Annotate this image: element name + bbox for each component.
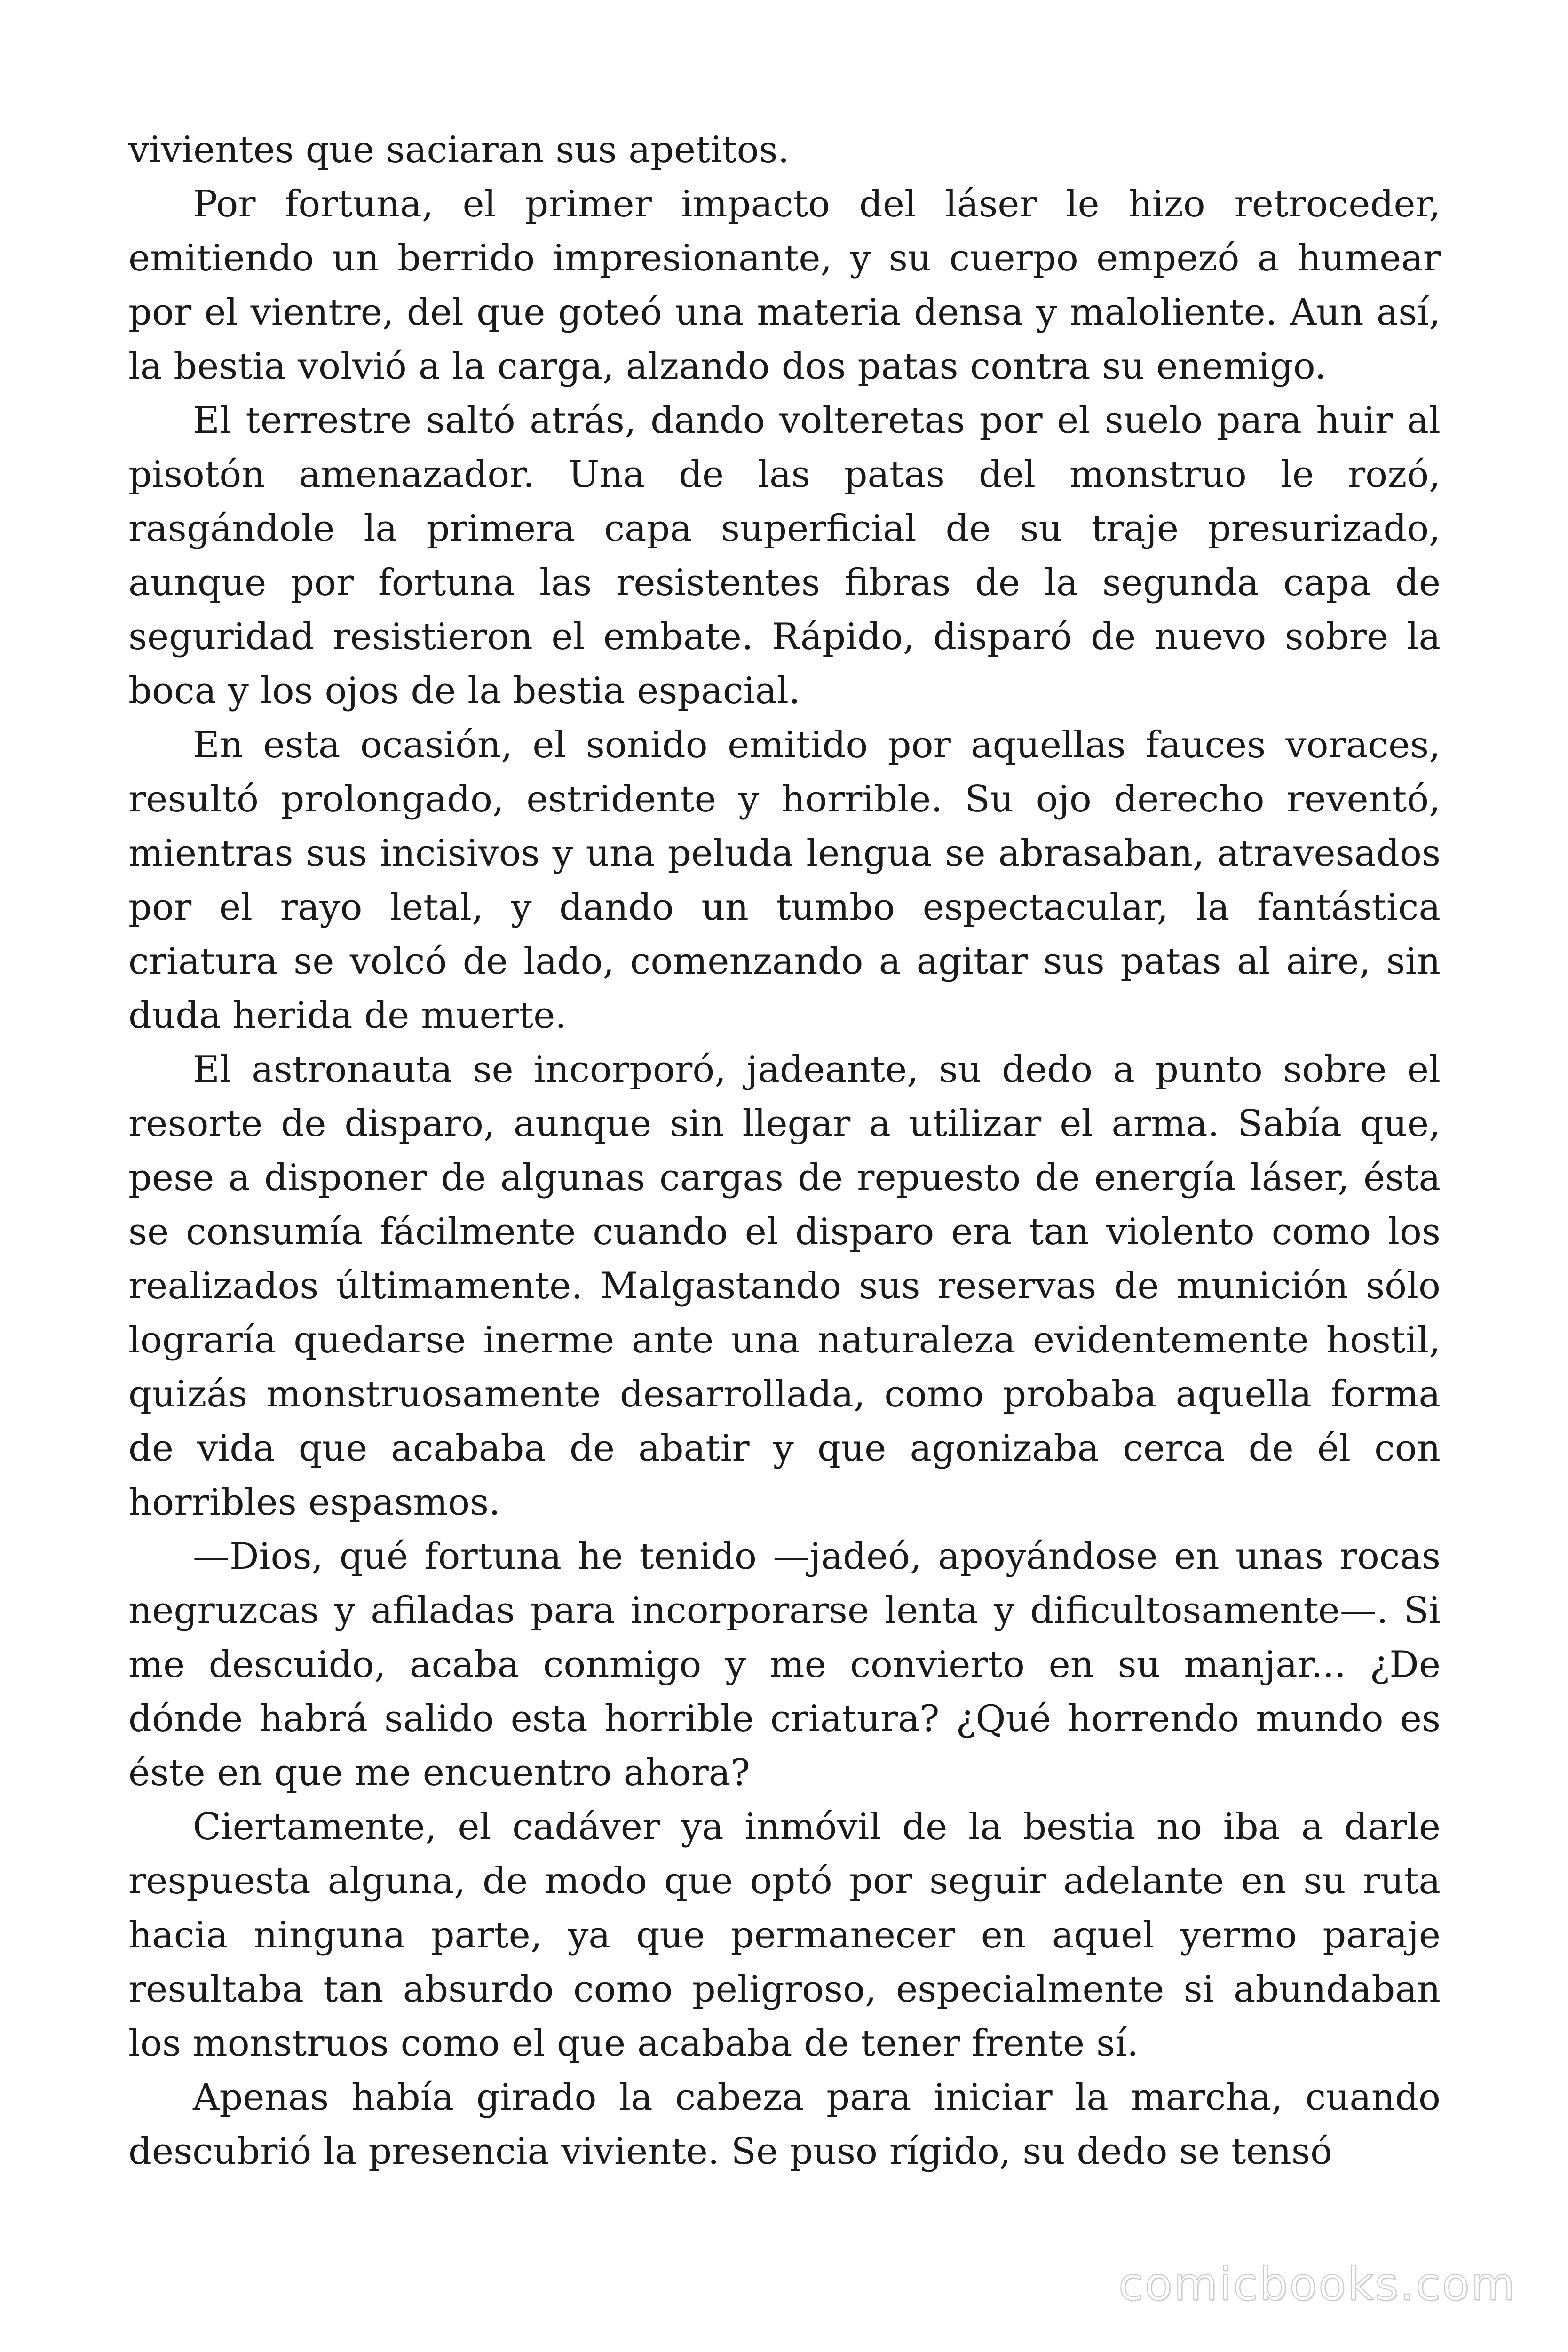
page-text — [128, 123, 1441, 2173]
paragraph-5: El astronauta se incorporó, jadeante, su dedo a punto sobre el resorte de disparo, aunque sin llegar a utilizar el arma. Sabía que, pese a disponer de algunas cargas de repuesto de energía láser, ésta se consumía fácilmente cuando el disparo era tan violento como los realizados últimamente. Malgastando sus reservas de munición sólo lograría quedarse inerme ante una naturaleza evidentemente hostil, quizás monstruosamente desarrollada, como probaba aquella forma de vida que acababa de abatir y que agonizaba cerca de él con horribles espasmos. — [128, 1049, 1441, 1524]
paragraph-7: Ciertamente, el cadáver ya inmóvil de la bestia no iba a darle respuesta alguna, de modo que optó por seguir adelante en su ruta hacia ninguna parte, ya que permanecer en aquel yermo paraje resultaba tan absurdo como peligroso, especialmente si abundaban los monstruos como el que acababa de tener frente sí. — [128, 1806, 1441, 2065]
paragraph-2: Por fortuna, el primer impacto del láser le hizo retroceder, emitiendo un berrido impresionante, y su cuerpo empezó a humear por el vientre, del que goteó una materia densa y maloliente. Aun así, la bestia volvió a la carga, alzando dos patas contra su enemigo. — [128, 183, 1441, 388]
paragraph-4: En esta ocasión, el sonido emitido por aquellas fauces voraces, resultó prolongado, estridente y horrible. Su ojo derecho reventó, mientras sus incisivos y una peluda lengua se abrasaban, atravesados por el rayo letal, y dando un tumbo espectacular, la fantástica criatura se volcó de lado, comenzando a agitar sus patas al aire, sin duda herida de muerte. — [128, 724, 1441, 1037]
paragraph-3: El terrestre saltó atrás, dando volteretas por el suelo para huir al pisotón amenazador. Una de las patas del monstruo le rozó, rasgándole la primera capa superficial de su traje presurizado, aunque por fortuna las resistentes fibras de la segunda capa de seguridad resistieron el embate. Rápido, disparó de nuevo sobre la boca y los ojos de la bestia espacial. — [128, 399, 1441, 712]
watermark: comicbooks.com — [1118, 2258, 1516, 2311]
paragraph-6: —Dios, qué fortuna he tenido —jadeó, apoyándose en unas rocas negruzcas y afiladas para incorporarse lenta y dificultosamente—. Si me descuido, acaba conmigo y me convierto en su manjar... ¿De dónde habrá salido esta horrible criatura? ¿Qué horrendo mundo es éste en que me encuentro ahora? — [128, 1535, 1441, 1794]
paragraph-1: vivientes que saciaran sus apetitos. — [128, 129, 790, 171]
paragraph-8: Apenas había girado la cabeza para iniciar la marcha, cuando descubrió la presencia viviente. Se puso rígido, su dedo se tensó — [128, 2076, 1441, 2173]
